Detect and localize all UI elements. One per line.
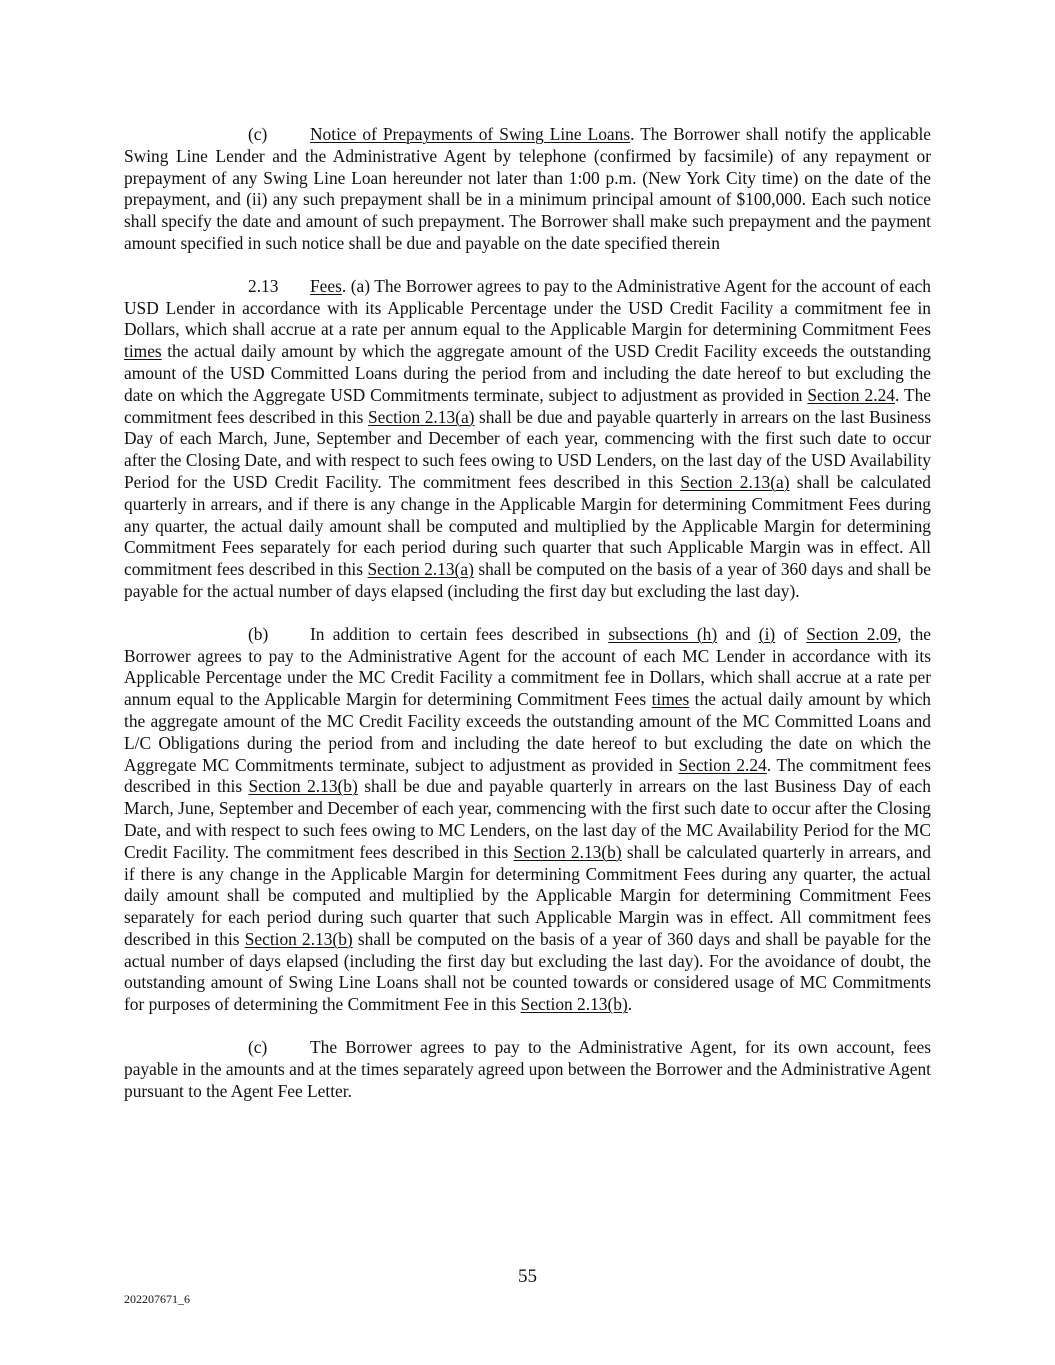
document-page <box>124 124 931 1123</box>
section-number: 2.13 <box>248 275 279 296</box>
paragraph-section-2-13-a <box>124 276 931 603</box>
paragraph-section-2-13-c <box>124 1037 931 1102</box>
paragraph-text: of <box>775 623 807 644</box>
paragraph-text: shall be calculated quarterly in arrears, and if there is any change in the Applicable Margin for determining Commitment Fees during any quarter, the actual daily amount shall be computed and multiplied by the Applicable Margin for determining Commitment Fees separately for each period during such quarter that such Applicable Margin was in effect. All commitment fees described in this <box>124 841 931 949</box>
paragraph-text: the actual daily amount by which the aggregate amount of the MC Credit Facility exceeds the outstanding amount of the MC Committed Loans and L/C Obligations during the period from and including the date hereof to but excluding the date on which the Aggregate MC Commitments terminate, subject to adjustment as provided in <box>124 689 931 775</box>
page-number: 55 <box>518 1266 537 1287</box>
paragraph-text: In addition to certain fees described in <box>310 623 609 644</box>
section-heading: Notice of Prepayments of Swing Line Loans <box>310 124 631 144</box>
cross-reference: Section 2.09 <box>806 623 898 644</box>
cross-reference: Section 2.13(a) <box>368 406 475 427</box>
paragraph-section-2-13-b <box>124 624 931 1016</box>
paragraph-text: , the Borrower agrees to pay to the Administrative Agent for the account of each MC Lender in accordance with its Applicable Percentage under the MC Credit Facility a commitment fee in Dollars, which shall accrue at a rate per annum equal to the Applicable Margin for determining Commitment Fees <box>124 623 932 710</box>
cross-reference: Section 2.13(b) <box>513 841 622 862</box>
paragraph-text: . The Borrower shall notify the applicable Swing Line Lender and the Administrative Agent by telephone (confirmed by facsimile) of any repayment or prepayment of any Swing Line Loan hereunder not later than 1:00 p.m. (New York City time) on the date of the prepayment, and (ii) any such prepayment shall be in a minimum principal amount of $100,000. Each such notice shall specify the date and amount of such prepayment. The Borrower shall make such prepayment and the payment amount specified in such notice shall be due and payable on the date specified therein <box>124 124 931 253</box>
cross-reference: (i) <box>758 623 776 644</box>
paragraph-text: the actual daily amount by which the aggregate amount of the USD Credit Facility exceeds the outstanding amount of the USD Committed Loans during the period from and including the date hereof to but excluding the date on which the Aggregate USD Commitments terminate, subject to adjustment as provided in <box>124 341 931 405</box>
cross-reference: Section 2.13(b) <box>244 928 353 949</box>
cross-reference: Section 2.13(a) <box>680 471 790 492</box>
paragraph-text: shall be computed on the basis of a year of 360 days and shall be payable for the actual number of days elapsed (including the first day but excluding the last day). <box>124 559 931 601</box>
cross-reference: Section 2.13(a) <box>367 559 474 580</box>
section-heading: Fees <box>310 275 342 296</box>
paragraph-text: . The commitment fees described in this <box>124 754 931 797</box>
paragraph-text: shall be calculated quarterly in arrears, and if there is any change in the Applicable Margin for determining Commitment Fees during any quarter, the actual daily amount shall be computed and multiplied by the Applicable Margin for determining Commitment Fees separately for each period during such quarter that such Applicable Margin was in effect. All commitment fees described in this <box>124 471 931 580</box>
cross-reference: Section 2.24 <box>678 754 767 775</box>
paragraph-label: (c) <box>248 1037 268 1058</box>
document-id: 202207671_6 <box>124 1292 190 1306</box>
paragraph-text: . <box>627 994 633 1015</box>
cross-reference: Section 2.13(b) <box>248 776 358 797</box>
paragraph-text: shall be due and payable quarterly in arrears on the last Business Day of each March, June, September and December of each year, commencing with the first such date to occur after the Closing Date, and with respect to such fees owing to MC Lenders, on the last day of the MC Availability Period for the MC Credit Facility. The commitment fees described in this <box>124 776 931 862</box>
emphasis-times: times <box>651 689 690 710</box>
paragraph-text: shall be computed on the basis of a year of 360 days and shall be payable for the actual number of days elapsed (including the first day but excluding the last day). For the avoidance of doubt, the outstanding amount of Swing Line Loans shall not be counted towards or considered usage of MC Commitments for purposes of determining the Commitment Fee in this <box>124 928 931 1015</box>
paragraph-text: . The commitment fees described in this <box>124 384 932 427</box>
cross-reference: Section 2.24 <box>807 384 895 405</box>
paragraph-text: shall be due and payable quarterly in arrears on the last Business Day of each March, June, September and December of each year, commencing with the first such date to occur after the Closing Date, and with respect to such fees owing to USD Lenders, on the last day of the USD Availability Period for the USD Credit Facility. The commitment fees described in this <box>124 406 931 492</box>
paragraph-label: (b) <box>248 623 269 644</box>
emphasis-times: times <box>124 341 162 362</box>
cross-reference: Section 2.13(b) <box>520 994 628 1015</box>
paragraph-text: and <box>717 623 759 644</box>
paragraph-notice-of-prepayments <box>124 124 931 255</box>
cross-reference: subsections (h) <box>608 623 718 644</box>
paragraph-label: (c) <box>248 124 268 144</box>
paragraph-text: . (a) The Borrower agrees to pay to the Administrative Agent for the account of each USD Lender in accordance with its Applicable Percentage under the USD Credit Facility a commitment fee in Dollars, which shall accrue at a rate per annum equal to the Applicable Margin for determining Commitment Fees <box>124 275 931 340</box>
paragraph-text: The Borrower agrees to pay to the Administrative Agent, for its own account, fees payable in the amounts and at the times separately agreed upon between the Borrower and the Administrative Agent pursuant to the Agent Fee Letter. <box>124 1037 931 1101</box>
